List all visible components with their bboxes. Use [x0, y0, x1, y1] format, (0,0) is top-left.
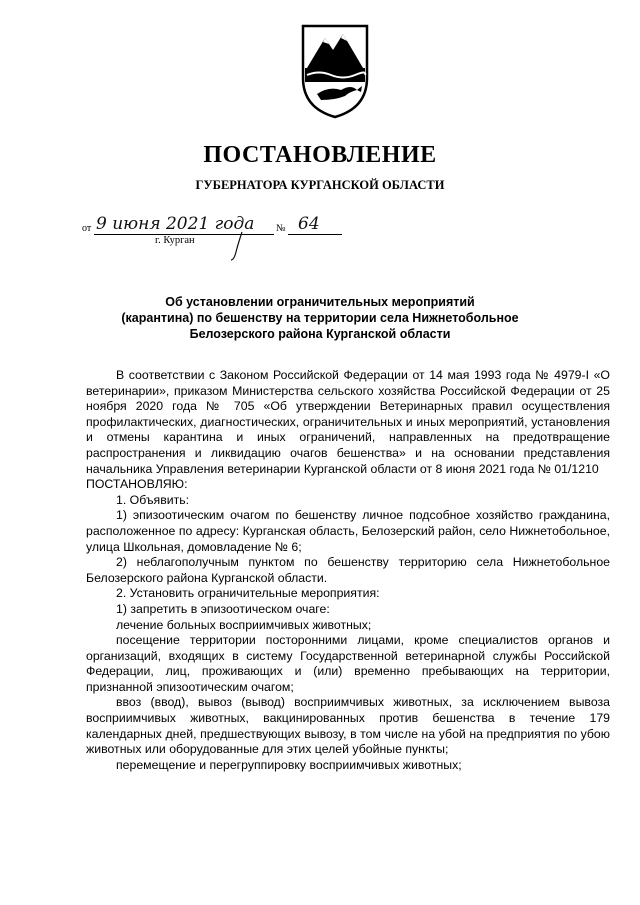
number-handwritten: 64: [298, 214, 320, 234]
body-paragraph: 2. Установить ограничительные мероприятия:: [116, 586, 380, 601]
document-heading: [90, 294, 550, 342]
city-label: г. Курган: [155, 235, 195, 246]
heading-line: Белозерского района Курганской области: [189, 327, 451, 341]
from-label: от: [82, 223, 92, 234]
body-paragraph: перемещение и перегруппировку восприимчивых животных;: [116, 757, 462, 772]
number-label: №: [276, 223, 286, 234]
heading-line: Об установлении ограничительных мероприятий: [165, 295, 475, 309]
coat-of-arms-icon: [299, 20, 371, 120]
body-paragraph: 2) неблагополучным пунктом по бешенству территорию села Нижнетобольное Белозерского района Курганской области.: [86, 555, 610, 585]
document-body: [86, 368, 610, 773]
document-title: ПОСТАНОВЛЕНИЕ: [203, 142, 437, 168]
date-handwritten: 9 июня 2021 года: [96, 214, 255, 234]
body-paragraph: В соответствии с Законом Российской Федерации от 14 мая 1993 года № 4979-I «О ветеринарии», приказом Министерства сельского хозяйства Российской Федерации от 25 ноября 2020 года № 705 «Об утверждении Ветеринарных правил осуществления профилактических, диагностических, ограничительных и иных мероприятий, установления и отмены карантина и иных ограничений, направленных на предотвращение распространения и ликвидацию очагов бешенства» и на основании представления начальника Управления ветеринарии Курганской области от 8 июня 2021 года № 01/1210: [86, 368, 610, 476]
body-paragraph: 1) запретить в эпизоотическом очаге:: [116, 601, 330, 616]
body-paragraph: 1. Объявить:: [116, 492, 190, 507]
body-paragraph: лечение больных восприимчивых животных;: [116, 617, 372, 632]
body-paragraph: посещение территории посторонними лицами, кроме специалистов органов и организаций, входящих в систему Государственной ветеринарной службы Российской Федерации, лиц, проживающих и (или) временно пребывающих на территории, признанной эпизоотическим очагом;: [86, 633, 610, 694]
body-paragraph: 1) эпизоотическим очагом по бешенству личное подсобное хозяйство гражданина, расположенное по адресу: Курганская область, Белозерский район, село Нижнетобольное, улица Школьная, домовладение № 6;: [86, 508, 610, 554]
handwritten-stroke-icon: [228, 230, 248, 262]
document-subtitle: ГУБЕРНАТОРА КУРГАНСКОЙ ОБЛАСТИ: [195, 178, 445, 192]
body-paragraph: ввоз (ввод), вывоз (вывод) восприимчивых животных, за исключением вывоза восприимчивых животных, вакцинированных против бешенства в течение 179 календарных дней, предшествующих вывозу, в том числе на убой на предприятия по убою животных или оборудованные для этих целей убойные пункты;: [86, 695, 610, 757]
number-underline: [288, 234, 342, 235]
body-paragraph-resolve: ПОСТАНОВЛЯЮ:: [86, 477, 188, 492]
heading-line: (карантина) по бешенству на территории села Нижнетобольное: [121, 311, 519, 325]
